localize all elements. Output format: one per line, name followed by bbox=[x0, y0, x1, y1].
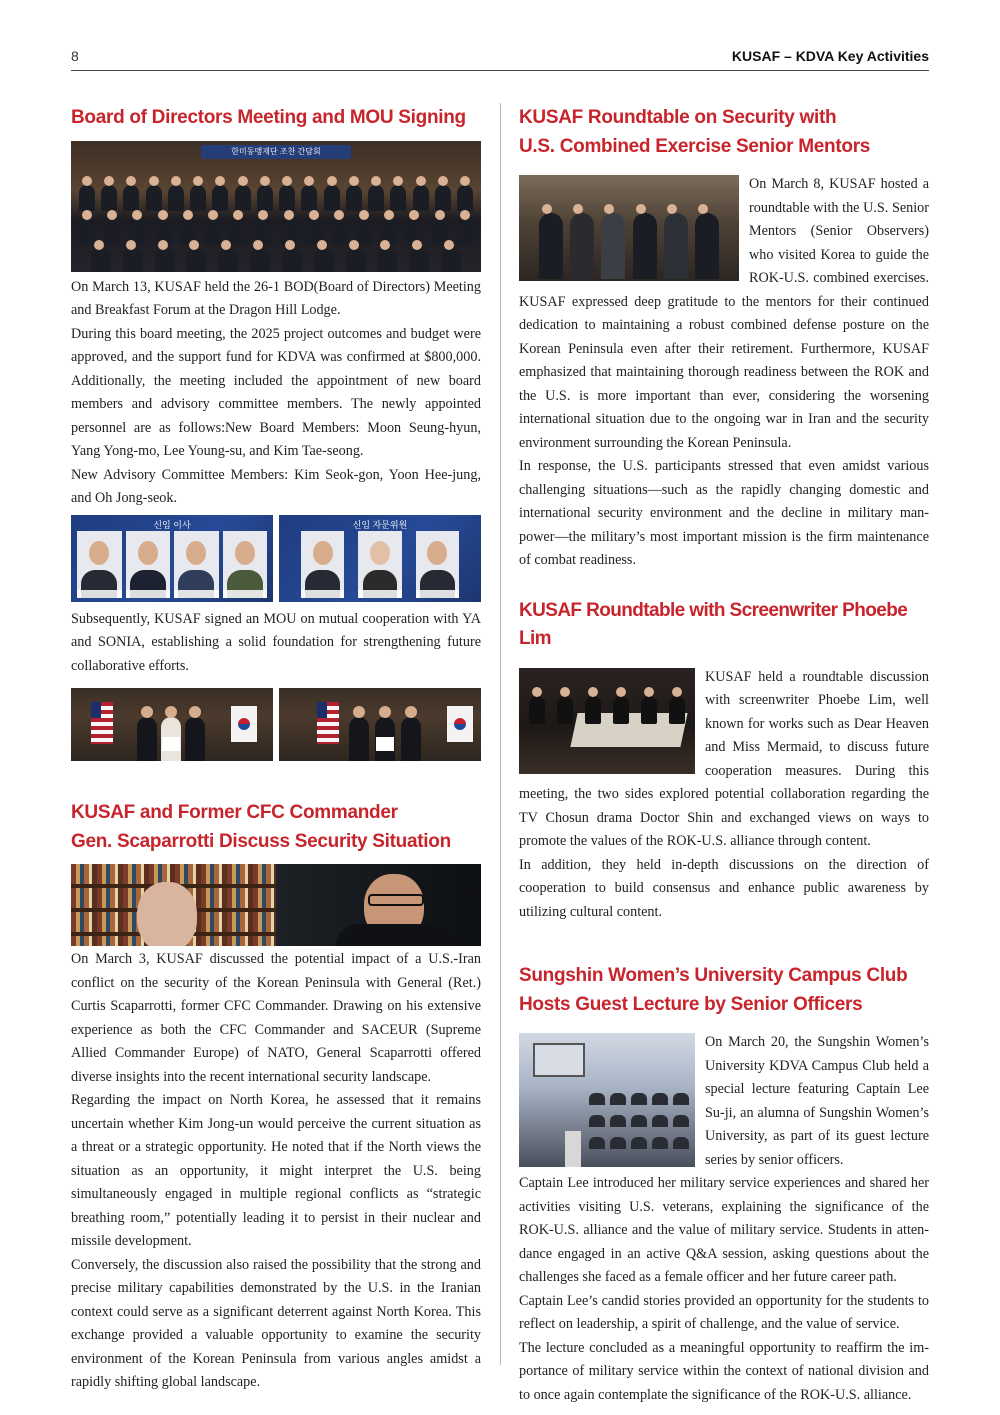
portrait bbox=[416, 531, 459, 598]
lecture-photo bbox=[519, 1033, 695, 1167]
article-sungshin-lecture bbox=[519, 962, 929, 1407]
paragraph: Conversely, the discussion also raised the possibility that the strong and precise military capabilities demonstrated by the U.S. in the Iranian context could serve as a significant deterrent against North Korea. This exchange provided a valuable opportunity to examine the security environment of the Korean Peninsula from various angles amidst a rapidly shifting global landscape. bbox=[71, 1256, 481, 1390]
new-advisory-members-panel bbox=[279, 515, 481, 602]
paragraph: The lecture concluded as a meaningful opportunity to reaffirm the im-portance of military service within the context of national division and to once again contemplate the significance of the ROK-U.S. alliance. bbox=[519, 1339, 929, 1403]
portrait bbox=[358, 531, 401, 598]
article-senior-mentors bbox=[519, 104, 929, 573]
mou-photo bbox=[71, 688, 273, 761]
column-divider bbox=[500, 103, 501, 1365]
portrait bbox=[126, 531, 171, 598]
article-title bbox=[71, 799, 481, 856]
paragraph: Captain Lee introduced her military service experiences and shared her activities visiting U.S. veterans, explaining the significance of the ROK-U.S. alliance and the value of military service. Students in atten-dance engaged in an active Q&A session, asking questions about the challenges she faced as a female officer and her future career path. bbox=[519, 1175, 929, 1285]
portrait bbox=[223, 531, 268, 598]
article-phoebe-lim bbox=[519, 597, 929, 925]
paragraph: On March 13, KUSAF held the 26-1 BOD(Board of Directors) Meeting and Breakfast Forum at the Dragon Hill Lodge. bbox=[71, 278, 481, 318]
panel-title: 신임 자문위원 bbox=[352, 519, 408, 530]
paragraph: In response, the U.S. participants stressed that even amidst various challenging situations—such as the rapidly changing domestic and international security environment and the decline in military man-power—the military’s most important mission is the firm maintenance of combat readiness. bbox=[519, 458, 929, 568]
page-number: 8 bbox=[71, 48, 79, 64]
roundtable-photo bbox=[519, 668, 695, 774]
title-line: Gen. Scaparrotti Discuss Security Situation bbox=[71, 830, 451, 852]
title-line: KUSAF and Former CFC Commander bbox=[71, 802, 398, 823]
title-line: Hosts Guest Lecture by Senior Officers bbox=[519, 993, 863, 1015]
article-title bbox=[519, 962, 929, 1019]
paragraph: Subsequently, KUSAF signed an MOU on mutual cooperation with YA and SONIA, establishing a solid foundation for strengthening future collaborative efforts. bbox=[71, 610, 481, 674]
paragraph: In addition, they held in-depth discussions on the direction of cooperation to build consensus and enhance public awareness by utilizing cultural content. bbox=[519, 856, 929, 920]
portrait bbox=[174, 531, 219, 598]
group-photo bbox=[71, 141, 481, 272]
video-call-photo bbox=[71, 864, 481, 946]
photo-banner: 한미동맹재단 조찬 간담회 bbox=[201, 145, 351, 159]
mentors-photo bbox=[519, 175, 739, 281]
article-title: Board of Directors Meeting and MOU Signing bbox=[71, 107, 466, 128]
article-scaparrotti bbox=[71, 799, 481, 1395]
panel-title: 신임 이사 bbox=[153, 519, 191, 530]
paragraph: New Advisory Committee Members: Kim Seok-gon, Yoon Hee-jung, and Oh Jong-seok. bbox=[71, 466, 481, 506]
article-board-meeting bbox=[71, 104, 481, 761]
new-board-members-panel bbox=[71, 515, 273, 602]
title-line: KUSAF Roundtable on Security with bbox=[519, 107, 837, 128]
mou-photo bbox=[279, 688, 481, 761]
paragraph: On March 3, KUSAF discussed the potential impact of a U.S.-Iran conflict on the security of the Korean Peninsula with General (Ret.) Curtis Scaparrotti, former CFC Commander. Drawing on his extensive experience as both the CFC Commander and SACEUR (Supreme Allied Commander Europe) of NATO, General Scaparrotti offered diverse insights into the recent international security landscape. bbox=[71, 951, 481, 1085]
article-title: KUSAF Roundtable with Screenwriter Phoebe Lim bbox=[519, 599, 908, 649]
article-title bbox=[519, 104, 929, 161]
header-rule bbox=[71, 70, 929, 71]
right-column bbox=[519, 104, 929, 1407]
portrait bbox=[77, 531, 122, 598]
left-column bbox=[71, 104, 481, 1395]
paragraph: KUSAF held a roundtable discussion with screenwriter Phoebe Lim, well known for works such as Dear Heaven and Miss Mermaid, to discuss future cooperation measures. During this meeting, the two sides explored potential collaboration regarding the TV Chosun drama Doctor Shin and exchanged views on ways to promote the values of the ROK-U.S. alliance through content. bbox=[519, 668, 929, 849]
title-line: U.S. Combined Exercise Senior Mentors bbox=[519, 135, 871, 157]
paragraph: Regarding the impact on North Korea, he assessed that it remains uncertain whether Kim Jong-un would perceive the current situation as a threat or a strategic opportunity. He noted that if the North views the situation as an opportunity, it might interpret the U.S. being simultaneously engaged in multiple regional conflicts as “strategic breathing room,” potentially leading it to persist in their nuclear and missile development. bbox=[71, 1092, 481, 1249]
running-header: KUSAF – KDVA Key Activities bbox=[731, 48, 929, 64]
paragraph: On March 8, KUSAF hosted a roundtable with the U.S. Senior Mentors (Senior Observers) who visited Korea to guide the ROK-U.S. combined exercises. KUSAF expressed deep gratitude to the mentors for their continued dedication to maintaining a robust combined defense posture on the Korean Peninsula even after their retirement. Furthermore, KUSAF emphasized that maintaining thorough readiness between the ROK and the U.S. is more important than ever, considering the worsening international situation due to the ongoing war in Iran and the security environment surrounding the Korean Peninsula. bbox=[519, 176, 929, 451]
paragraph: On March 20, the Sungshin Women’s University KDVA Campus Club held a special lecture featuring Captain Lee Su-ji, an alumna of Sungshin Women’s University, as part of its guest lecture series by senior officers. bbox=[705, 1034, 929, 1168]
paragraph: During this board meeting, the 2025 project outcomes and budget were approved, and the support fund for KDVA was confirmed at $800,000. Additionally, the meeting included the appointment of new board members and advisory committee members. The newly appointed personnel are as follows:New Board Members: Moon Seung-hyun, Yang Yong-mo, Lee Young-su, and Kim Tae-seong. bbox=[71, 325, 481, 459]
paragraph: Captain Lee’s candid stories provided an opportunity for the students to reflect on leadership, a spirit of challenge, and the value of service. bbox=[519, 1292, 929, 1332]
portrait bbox=[301, 531, 344, 598]
title-line: Sungshin Women’s University Campus Club bbox=[519, 965, 908, 986]
